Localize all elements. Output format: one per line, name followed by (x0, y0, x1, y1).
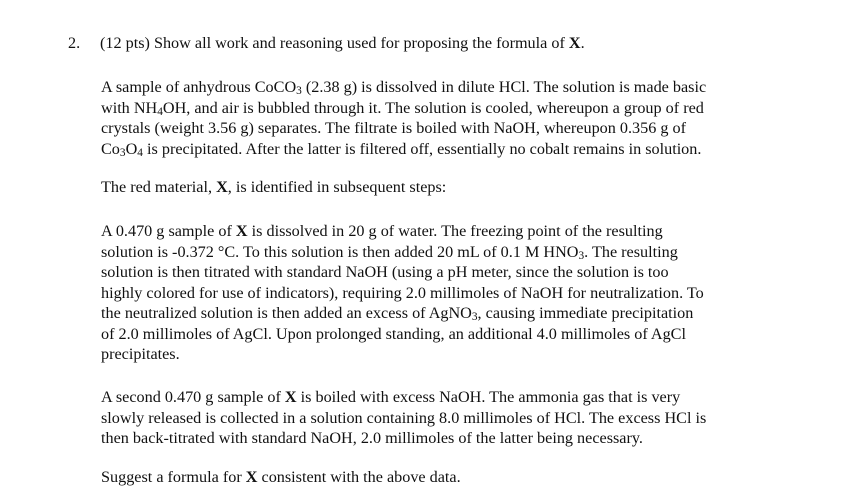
paragraph-line: $Co_3O_4$ is precipitated. After the latter is filtered off, essentially no cobalt remains in solution. (101, 139, 702, 159)
paragraph-line: highly colored for use of indicators), requiring 2.0 millimoles of NaOH for neutralization. To (101, 283, 704, 302)
problem-prompt: Show all work and reasoning used for proposing the formula of (149, 34, 569, 52)
paragraph-line: with $NH_4OH$, and air is bubbled through it. The solution is cooled, whereupon a group of red (101, 98, 704, 118)
paragraph-line: A 0.470 g sample of X is dissolved in 20 g of water. The freezing point of the resulting (101, 222, 663, 240)
paragraph-line: solution is -0.372 °C. To this solution is then added 20 mL of 0.1 M $HNO_3$. The resulting (101, 242, 678, 262)
compound-x-label: X (568, 34, 581, 52)
paragraph-identification-intro (101, 177, 791, 198)
paragraph-line: crystals (weight 3.56 g) separates. The filtrate is boiled with NaOH, whereupon 0.356 g of (101, 119, 687, 137)
paragraph-first-sample (101, 221, 791, 365)
paragraph-synthesis (101, 77, 791, 159)
paragraph-line: slowly released is collected in a solution containing 8.0 millimoles of HCl. The excess HCl is (101, 408, 707, 427)
paragraph-line: the neutralized solution is then added an excess of AgNO$_3$, causing immediate precipitation (101, 304, 694, 323)
compound-x-label: X (216, 178, 228, 196)
paragraph-line: then back-titrated with standard NaOH, 2.0 millimoles of the latter being necessary. (101, 429, 643, 447)
paragraph-line: A second 0.470 g sample of X is boiled with excess NaOH. The ammonia gas that is very (101, 388, 681, 406)
problem-points: (12 pts) (100, 34, 150, 52)
problem-number: 2. (68, 34, 81, 52)
problem-header: 2. (12 pts) Show all work and reasoning used for proposing the formula of X. (68, 34, 585, 52)
paragraph-question (101, 467, 791, 488)
paragraph-line: of 2.0 millimoles of AgCl. Upon prolonged standing, an additional 4.0 millimoles of AgCl (101, 324, 686, 343)
paragraph-line: Suggest a formula for X consistent with the above data. (101, 468, 461, 486)
paragraph-second-sample (101, 387, 791, 449)
paragraph-line: solution is then titrated with standard NaOH (using a pH meter, since the solution is too (101, 263, 669, 281)
compound-x-label: X (284, 388, 297, 406)
paragraph-line: precipitates. (101, 345, 180, 363)
paragraph-line: The red material, X, is identified in subsequent steps: (101, 178, 447, 196)
paragraph-line: A sample of anhydrous CoCO$_3$ (2.38 g) is dissolved in dilute HCl. The solution is made basic (101, 78, 707, 97)
compound-x-label: X (245, 468, 258, 486)
compound-x-label: X (235, 222, 248, 240)
